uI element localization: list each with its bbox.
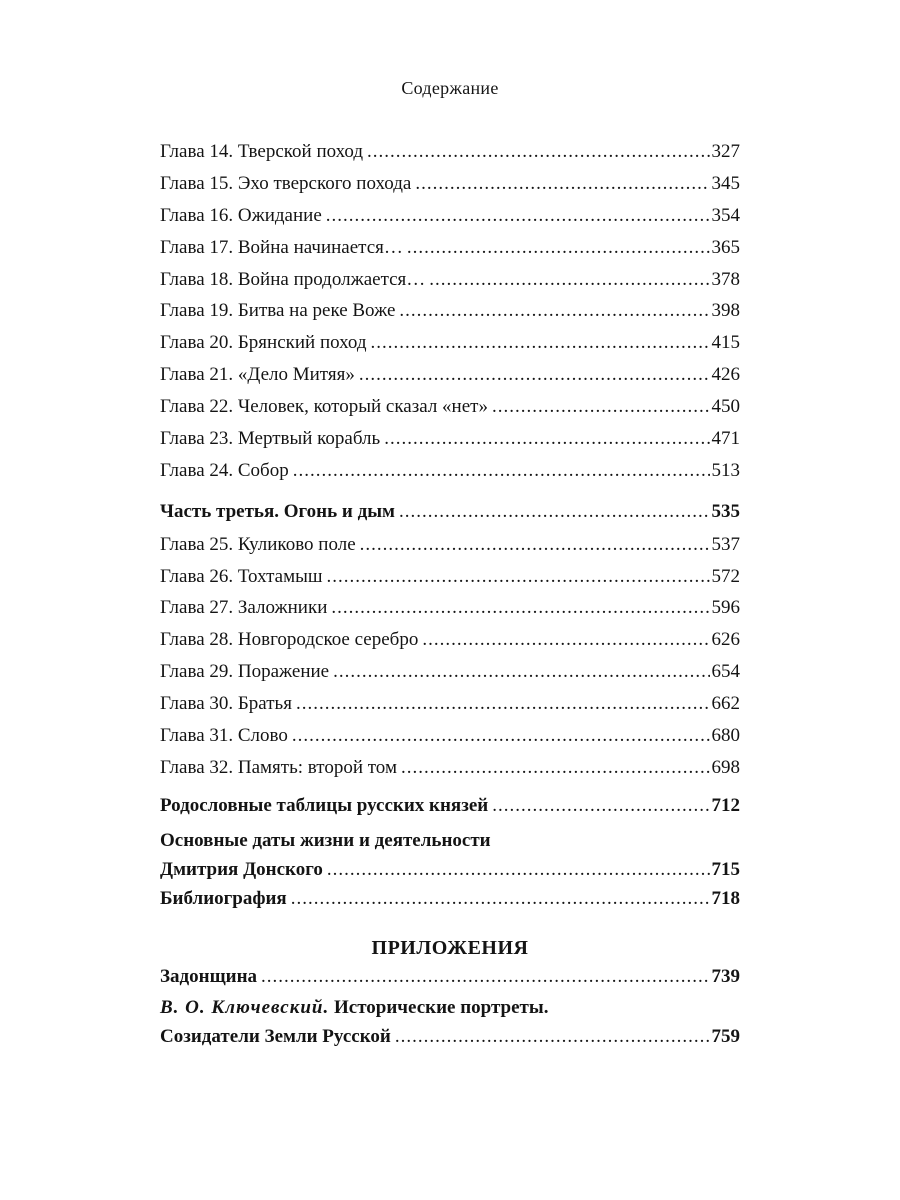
leader-dots <box>327 855 710 885</box>
leader-dots <box>422 625 709 655</box>
toc-entry-page: 739 <box>711 966 740 987</box>
leader-dots <box>371 328 710 358</box>
toc-entry-dates-line1: Основные даты жизни и деятельности <box>160 830 491 851</box>
toc-entry-page: 698 <box>711 757 740 778</box>
leader-dots <box>399 497 710 527</box>
toc-entry-page: 712 <box>711 795 740 816</box>
toc-entry-ch27[interactable] <box>160 593 740 623</box>
toc-part-label: Часть третья. Огонь и дым <box>160 501 395 522</box>
toc-entry-page: 654 <box>711 661 740 682</box>
leader-dots <box>395 1022 710 1052</box>
toc-entry-part3[interactable] <box>160 497 740 527</box>
work-title: Исторические портреты. <box>329 997 549 1018</box>
leader-dots <box>399 296 709 326</box>
appendices-title: ПРИЛОЖЕНИЯ <box>371 937 529 959</box>
leader-dots <box>429 265 709 295</box>
toc-entry-ch20[interactable] <box>160 328 740 358</box>
leader-dots <box>327 562 710 592</box>
toc-entry-ch32[interactable] <box>160 753 740 783</box>
toc-entry-page: 365 <box>711 237 740 258</box>
toc-entry-page: 398 <box>711 300 740 321</box>
leader-dots <box>293 456 710 486</box>
toc-entry-ch19[interactable] <box>160 296 740 326</box>
toc-part-label: Задонщина <box>160 966 258 987</box>
toc-entry-page: 662 <box>711 693 740 714</box>
toc-entry-zadonshchina[interactable] <box>160 962 740 992</box>
leader-dots <box>407 233 710 263</box>
leader-dots <box>492 392 710 422</box>
toc-part-label: Созидатели Земли Русской <box>160 1026 391 1047</box>
leader-dots <box>296 689 710 719</box>
toc-entry-page: 718 <box>711 888 740 909</box>
toc-entry-label: Глава 24. Собор <box>160 460 289 481</box>
toc-entry-label: Глава 17. Война начинается… <box>160 237 403 258</box>
leader-dots <box>492 791 709 821</box>
toc-entry-page: 450 <box>711 396 740 417</box>
toc-entry-ch28[interactable] <box>160 625 740 655</box>
toc-entry-ch26[interactable] <box>160 562 740 592</box>
toc-entry-page: 537 <box>711 534 740 555</box>
author-name: В. О. Ключевский. <box>160 997 330 1018</box>
toc-entry-page: 759 <box>711 1026 740 1047</box>
toc-part-label: Дмитрия Донского <box>160 859 323 880</box>
leader-dots <box>291 884 710 914</box>
toc-entry-label: Глава 32. Память: второй том <box>160 757 397 778</box>
leader-dots <box>326 201 710 231</box>
toc-entry-ch17[interactable] <box>160 233 740 263</box>
toc-entry-label: Глава 31. Слово <box>160 725 288 746</box>
toc-entry-label: Глава 30. Братья <box>160 693 292 714</box>
toc-entry-label: Глава 25. Куликово поле <box>160 534 356 555</box>
toc-entry-page: 415 <box>711 332 740 353</box>
toc-entry-page: 471 <box>711 428 740 449</box>
toc-entry-ch25[interactable] <box>160 530 740 560</box>
toc-entry-ch15[interactable] <box>160 169 740 199</box>
toc-entry-page: 426 <box>711 364 740 385</box>
toc-entry-ch30[interactable] <box>160 689 740 719</box>
toc-entry-ch21[interactable] <box>160 360 740 390</box>
toc-entry-label: Глава 28. Новгородское серебро <box>160 629 419 650</box>
toc-entry-page: 680 <box>711 725 740 746</box>
toc-entry-label: Глава 26. Тохтамыш <box>160 566 323 587</box>
toc-entry-label: Глава 21. «Дело Митяя» <box>160 364 355 385</box>
toc-entry-page: 354 <box>711 205 740 226</box>
page-title: Содержание <box>401 78 499 98</box>
toc-entry-klyuchevsky[interactable] <box>160 1022 740 1052</box>
leader-dots <box>331 593 709 623</box>
toc-entry-page: 596 <box>711 597 740 618</box>
leader-dots <box>360 530 710 560</box>
toc-entry-ch14[interactable] <box>160 137 740 167</box>
toc-part-label: Библиография <box>160 888 287 909</box>
toc-entry-klyuchevsky-line1 <box>160 993 740 1023</box>
leader-dots <box>384 424 709 454</box>
toc-entry-page: 345 <box>711 173 740 194</box>
leader-dots <box>261 962 709 992</box>
leader-dots <box>292 721 710 751</box>
toc-entry-label: Глава 22. Человек, который сказал «нет» <box>160 396 488 417</box>
toc-entry-page: 626 <box>711 629 740 650</box>
toc-entry-ch16[interactable] <box>160 201 740 231</box>
toc-entry-page: 327 <box>711 141 740 162</box>
toc-part-label: Родословные таблицы русских князей <box>160 795 489 816</box>
toc-entry-page: 535 <box>711 501 740 522</box>
toc-entry-label: Глава 16. Ожидание <box>160 205 322 226</box>
toc-entry-ch24[interactable] <box>160 456 740 486</box>
toc-entry-ch29[interactable] <box>160 657 740 687</box>
toc-entry-ch23[interactable] <box>160 424 740 454</box>
leader-dots <box>415 169 709 199</box>
toc-entry-bibliography[interactable] <box>160 884 740 914</box>
toc-entry-label: Глава 20. Брянский поход <box>160 332 367 353</box>
leader-dots <box>333 657 709 687</box>
toc-entry-label: Глава 15. Эхо тверского похода <box>160 173 412 194</box>
toc-entry-ch22[interactable] <box>160 392 740 422</box>
toc-entry-label: Глава 27. Заложники <box>160 597 328 618</box>
toc-entry-label: Глава 18. Война продолжается… <box>160 269 426 290</box>
toc-entry-ch31[interactable] <box>160 721 740 751</box>
leader-dots <box>401 753 710 783</box>
toc-entry-ch18[interactable] <box>160 265 740 295</box>
toc-entry-label: Глава 29. Поражение <box>160 661 330 682</box>
toc-entry-label: Глава 23. Мертвый корабль <box>160 428 381 449</box>
toc-entry-label: Глава 14. Тверской поход <box>160 141 364 162</box>
toc-entry-page: 572 <box>711 566 740 587</box>
leader-dots <box>367 137 709 167</box>
toc-entry-page: 513 <box>711 460 740 481</box>
toc-entry-page: 715 <box>711 859 740 880</box>
toc-entry-genealogy[interactable] <box>160 791 740 821</box>
toc-entry-page: 378 <box>711 269 740 290</box>
toc-entry-label: Глава 19. Битва на реке Воже <box>160 300 396 321</box>
leader-dots <box>359 360 710 390</box>
toc-entry-dates[interactable] <box>160 855 740 885</box>
